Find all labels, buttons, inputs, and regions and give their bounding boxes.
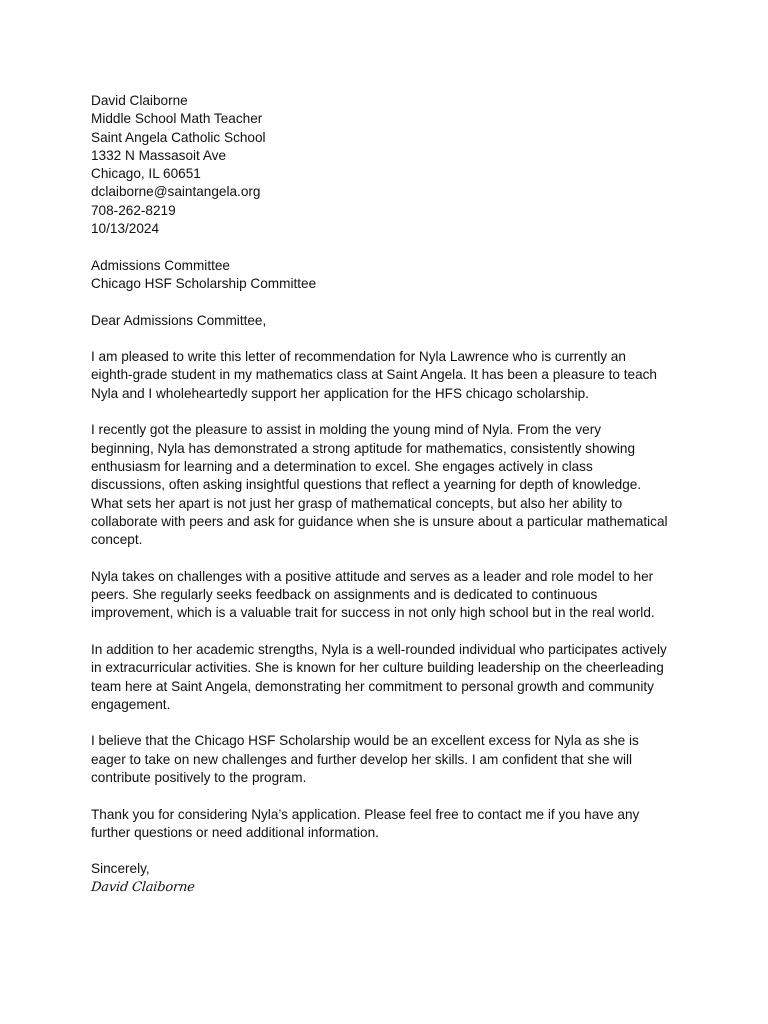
- paragraph-line: enthusiasm for learning and a determination to excel. She engages actively in class: [91, 458, 593, 474]
- paragraph-line: further questions or need additional information.: [91, 824, 379, 840]
- closing: Sincerely,: [91, 861, 150, 877]
- sender-school: Saint Angela Catholic School: [91, 129, 266, 145]
- letter-page: [91, 92, 691, 897]
- paragraph-line: In addition to her academic strengths, Nyla is a well-rounded individual who participates actively: [91, 641, 667, 657]
- body-paragraph-3: [91, 568, 691, 623]
- paragraph-line: in extracurricular activities. She is known for her culture building leadership on the cheerleading: [91, 660, 664, 676]
- sender-street: 1332 N Massasoit Ave: [91, 147, 227, 163]
- body-paragraph-2: [91, 421, 691, 549]
- sender-city-state-zip: Chicago, IL 60651: [91, 166, 201, 182]
- paragraph-line: discussions, often asking insightful questions that reflect a yearning for depth of knowledge.: [91, 477, 642, 493]
- paragraph-line: peers. She regularly seeks feedback on assignments and is dedicated to continuous: [91, 587, 598, 603]
- paragraph-line: I am pleased to write this letter of recommendation for Nyla Lawrence who is currently an: [91, 349, 626, 365]
- sender-block: [91, 92, 691, 238]
- paragraph-line: collaborate with peers and ask for guidance when she is unsure about a particular mathematical: [91, 513, 668, 529]
- salutation: Dear Admissions Committee,: [91, 312, 267, 328]
- paragraph-line: I recently got the pleasure to assist in molding the young mind of Nyla. From the very: [91, 422, 602, 438]
- body-paragraph-5: [91, 732, 691, 787]
- body-paragraph-6: [91, 806, 691, 843]
- body-paragraph-1: [91, 348, 691, 403]
- paragraph-line: Nyla and I wholeheartedly support her application for the HFS chicago scholarship.: [91, 385, 589, 401]
- paragraph-line: eager to take on new challenges and further develop her skills. I am confident that she will: [91, 751, 633, 767]
- recipient-block: [91, 257, 691, 294]
- sender-name: David Claiborne: [91, 93, 188, 108]
- paragraph-line: concept.: [91, 532, 143, 548]
- recipient-line-1: Admissions Committee: [91, 257, 230, 273]
- sender-email: dclaiborne@saintangela.org: [91, 184, 261, 200]
- paragraph-line: Nyla takes on challenges with a positive attitude and serves as a leader and role model to her: [91, 568, 654, 584]
- paragraph-line: beginning, Nyla has demonstrated a strong aptitude for mathematics, consistently showing: [91, 440, 636, 456]
- paragraph-line: What sets her apart is not just her grasp of mathematical concepts, but also her ability to: [91, 495, 623, 511]
- paragraph-line: team here at Saint Angela, demonstrating her commitment to personal growth and community: [91, 678, 654, 694]
- sender-title: Middle School Math Teacher: [91, 111, 263, 127]
- paragraph-line: improvement, which is a valuable trait for success in not only high school but in the real world.: [91, 605, 655, 621]
- sender-phone: 708-262-8219: [91, 202, 176, 218]
- paragraph-line: eighth-grade student in my mathematics class at Saint Angela. It has been a pleasure to teach: [91, 367, 657, 383]
- paragraph-line: I believe that the Chicago HSF Scholarship would be an excellent excess for Nyla as she is: [91, 733, 639, 749]
- paragraph-line: Thank you for considering Nyla’s application. Please feel free to contact me if you have any: [91, 806, 640, 822]
- signature: David Claiborne: [90, 879, 196, 895]
- paragraph-line: contribute positively to the program.: [91, 769, 307, 785]
- letter-date: 10/13/2024: [91, 221, 160, 237]
- recipient-line-2: Chicago HSF Scholarship Committee: [91, 275, 317, 291]
- body-paragraph-4: [91, 641, 691, 714]
- paragraph-line: engagement.: [91, 696, 171, 712]
